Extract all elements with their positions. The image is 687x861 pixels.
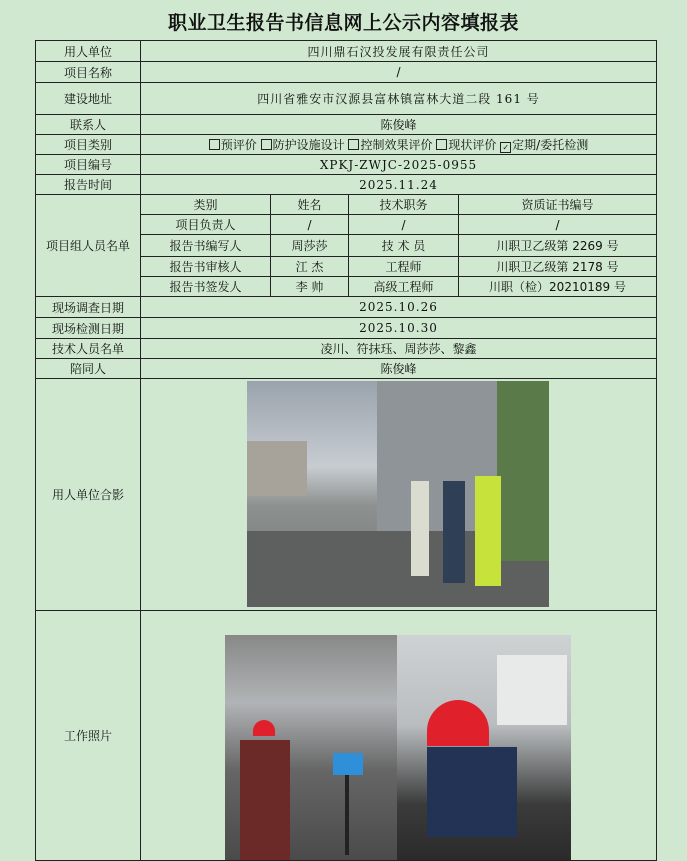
form-table — [35, 40, 657, 861]
project-no-value: XPKJ-ZWJC-2025-0955 — [141, 155, 657, 175]
team-cell: 川职（检）20210189 号 — [459, 277, 657, 297]
worker-2 — [427, 747, 517, 837]
project-type-options — [141, 135, 657, 155]
helmet-2 — [427, 700, 489, 746]
address-value: 四川省雅安市汉源县富林镇富林大道二段 161 号 — [141, 83, 657, 115]
worker-1 — [240, 740, 290, 861]
check-box-empty-icon[interactable] — [209, 139, 220, 150]
team-label: 项目组人员名单 — [36, 195, 141, 297]
team-cell: 工程师 — [349, 257, 459, 277]
row-group-photo — [36, 379, 657, 611]
work-photo-label: 工作照片 — [36, 611, 141, 861]
team-cell: 报告书签发人 — [141, 277, 271, 297]
survey-date-label: 现场调查日期 — [36, 297, 141, 318]
person-2 — [443, 481, 465, 583]
group-photo — [247, 381, 549, 607]
option-status-eval[interactable]: 现状评价 — [436, 138, 496, 152]
team-cell: 报告书编写人 — [141, 235, 271, 257]
companion-label: 陪同人 — [36, 359, 141, 379]
row-project-no — [36, 155, 657, 175]
team-cell: 川职卫乙级第 2178 号 — [459, 257, 657, 277]
project-type-label: 项目类别 — [36, 135, 141, 155]
person-3 — [475, 476, 501, 586]
address-label: 建设地址 — [36, 83, 141, 115]
row-work-photo — [36, 611, 657, 861]
option-periodic-test[interactable]: ✓ 定期/委托检测 — [500, 138, 588, 152]
control-panel — [497, 655, 567, 725]
team-cell: 项目负责人 — [141, 215, 271, 235]
team-cell: 技 术 员 — [349, 235, 459, 257]
check-box-empty-icon[interactable] — [348, 139, 359, 150]
check-box-empty-icon[interactable] — [436, 139, 447, 150]
trees — [497, 381, 549, 561]
team-header-name: 姓名 — [271, 195, 349, 215]
group-photo-label: 用人单位合影 — [36, 379, 141, 611]
team-cell: / — [459, 215, 657, 235]
row-survey-date — [36, 297, 657, 318]
helmet-1 — [253, 720, 275, 736]
team-cell: 李 帅 — [271, 277, 349, 297]
option-control-eval[interactable]: 控制效果评价 — [348, 138, 432, 152]
test-date-value: 2025.10.30 — [141, 318, 657, 339]
row-address — [36, 83, 657, 115]
team-cell: 高级工程师 — [349, 277, 459, 297]
check-box-checked-icon[interactable]: ✓ — [500, 142, 511, 153]
row-technicians — [36, 339, 657, 359]
report-date-value: 2025.11.24 — [141, 175, 657, 195]
employer-value: 四川鼎石汉投发展有限责任公司 — [141, 41, 657, 62]
technicians-label: 技术人员名单 — [36, 339, 141, 359]
team-cell: 报告书审核人 — [141, 257, 271, 277]
team-cell: 周莎莎 — [271, 235, 349, 257]
option-protection-design[interactable]: 防护设施设计 — [261, 138, 345, 152]
employer-label: 用人单位 — [36, 41, 141, 62]
work-photo-cell — [141, 611, 657, 861]
group-photo-cell — [141, 379, 657, 611]
building-left — [247, 441, 307, 496]
work-photo-2 — [397, 635, 571, 861]
row-report-date — [36, 175, 657, 195]
project-name-label: 项目名称 — [36, 62, 141, 83]
technicians-value: 凌川、符抹珏、周莎莎、黎鑫 — [141, 339, 657, 359]
team-cell: 川职卫乙级第 2269 号 — [459, 235, 657, 257]
work-photo-1 — [225, 635, 397, 861]
project-name-value: / — [141, 62, 657, 83]
team-header-cert: 资质证书编号 — [459, 195, 657, 215]
row-contact — [36, 115, 657, 135]
option-pre-eval[interactable]: 预评价 — [209, 138, 257, 152]
team-header-row — [36, 195, 657, 215]
row-companion — [36, 359, 657, 379]
team-cell: 江 杰 — [271, 257, 349, 277]
row-employer — [36, 41, 657, 62]
check-box-empty-icon[interactable] — [261, 139, 272, 150]
page-title: 职业卫生报告书信息网上公示内容填报表 — [167, 12, 519, 34]
team-cell: / — [349, 215, 459, 235]
report-date-label: 报告时间 — [36, 175, 141, 195]
instrument — [333, 753, 363, 775]
row-project-type — [36, 135, 657, 155]
row-test-date — [36, 318, 657, 339]
tripod — [345, 775, 349, 855]
project-no-label: 项目编号 — [36, 155, 141, 175]
person-1 — [411, 481, 429, 576]
survey-date-value: 2025.10.26 — [141, 297, 657, 318]
team-header-category: 类别 — [141, 195, 271, 215]
test-date-label: 现场检测日期 — [36, 318, 141, 339]
team-cell: / — [271, 215, 349, 235]
companion-value: 陈俊峰 — [141, 359, 657, 379]
team-header-title: 技术职务 — [349, 195, 459, 215]
contact-value: 陈俊峰 — [141, 115, 657, 135]
contact-label: 联系人 — [36, 115, 141, 135]
row-project-name — [36, 62, 657, 83]
